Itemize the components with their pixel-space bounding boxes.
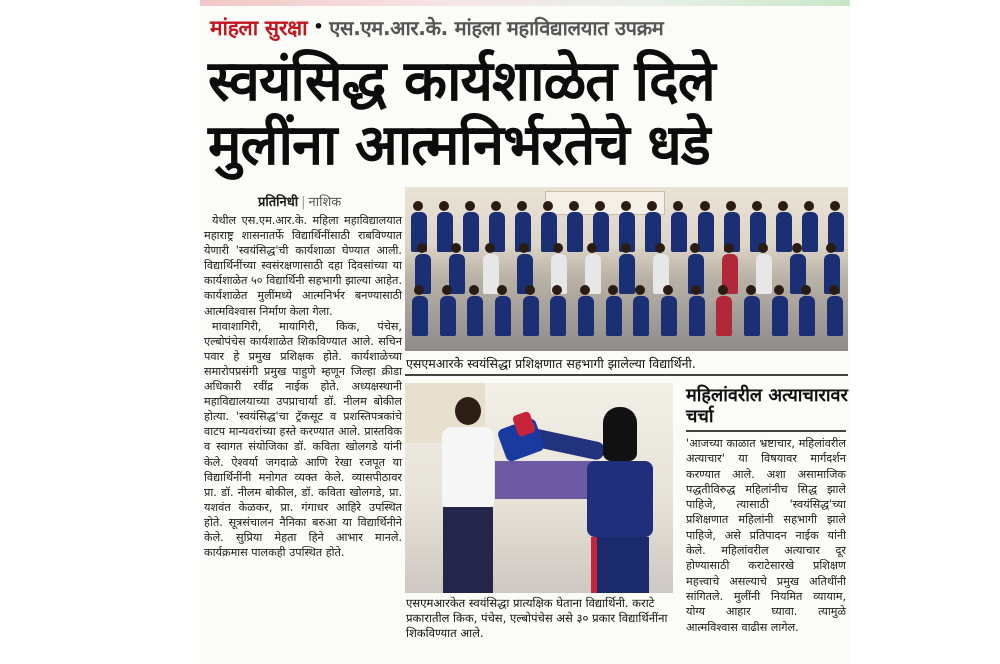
- byline: [258, 192, 341, 210]
- group-photo: [405, 187, 848, 351]
- article-body: [204, 213, 402, 664]
- photo1-caption: एसएमआरकेे स्वयंसिद्धा प्रशिक्षणात सहभागी झालेल्या विद्यार्थिनी.: [406, 356, 696, 371]
- byline-author: प्रतिनिधी: [258, 195, 299, 210]
- top-color-band: [200, 0, 850, 6]
- byline-separator: |: [301, 195, 306, 210]
- sidebar-paragraph: 'आजच्या काळात भ्रष्टाचार, महिलांवरील अत्याचार' या विषयावर मार्गदर्शन करण्यात आले. अशा असामाजिक पद्धतीविरुद्ध महिलांनीच सिद्ध झाले पाहिजे, त्यासाठी 'स्वयंसिद्ध'च्या प्रशिक्षणात महिलांनी सहभागी झाले पाहिजे, असे प्रतिपादन नाईक यांनी केले. महिलांवरील अत्याचार दूर होण्यासाठी कराटेसारखे प्रशिक्षण महत्त्वाचे असल्याचे प्रमुख अतिथींनी सांगितले. मुलींनी नियमित व्यायाम, योग्य आहार घ्यावा. त्यामुळे आत्मविश्वास वाढीस लागेल.: [686, 437, 846, 634]
- kicker-line: [210, 14, 663, 42]
- trainer-figure: [433, 397, 503, 593]
- photo2-caption: एसएमआरकेत स्वयंसिद्धा प्रात्यक्षिक घेताना विद्यार्थिनी. कराटे प्रकारातील किक, पंचेस, एल्बोपंचेस असे ३० प्रकार विद्यार्थिनींना शिकविण्यात आले.: [406, 596, 668, 640]
- sidebar-rule: [686, 430, 846, 432]
- article-paragraph-2: मावाशागिरी, मायागिरी, किक, पंचेस, एल्बोपंचेस कार्यशाळेत शिकविण्यात आले. सचिन पवार हे प्रमुख प्रशिक्षक होते. कार्यशाळेच्या समारोपप्रसंगी प्रमुख पाहुणे म्हणून जिल्हा क्रीडा अधिकारी रवींद्र नाईक होते. अध्यक्षस्थानी महाविद्यालयाच्या उपप्राचार्या डॉ. नीलम बोकील होत्या. 'स्वयंसिद्ध'चा ट्रॅकसूट व प्रशस्तिपत्रकांचे वाटप मान्यवरांच्या हस्ते करण्यात आले. प्रास्तविक व स्वागत संयोजिका डॉ. कविता खोलगडे यांनी केले. ऐश्वर्या जगदाळे आणि रेखा रजपूत या विद्यार्थिनींनी मनोगत व्यक्त केले. व्यासपीठावर प्रा. डॉ. नीलम बोकील, डॉ. कविता खोलगडे, प्रा. यशवंत केळकर, प्रा. गंगाधर आहिरे उपस्थित होते. सूत्रसंचालन नैनिका बरुआ या विद्यार्थिनीने केले. सुप्रिया मेहता हिने आभार मानले. कार्यक्रमास पालकही उपस्थित होते.: [204, 319, 402, 560]
- kicker-section: मांहला सुरक्षा: [210, 16, 308, 40]
- student-figure: [580, 407, 660, 593]
- article-paragraph-1: येथील एस.एम.आर.के. महिला महाविद्यालयात महाराष्ट्र शासनातर्फे विद्यार्थिनींसाठी राबविण्यात येणारी 'स्वयंसिद्ध'ची कार्यशाळा घेण्यात आली. विद्यार्थिनींच्या स्वसंरक्षणासाठी दहा दिवसांच्या या कार्यशाळेत ५० विद्यार्थिनी सहभागी झाल्या आहेत. कार्यशाळेत मुलींमध्ये आत्मनिर्भर बनण्यासाठी आत्मविश्वास निर्माण केला गेला.: [204, 214, 402, 318]
- headline: [208, 50, 848, 178]
- sidebar-title: महिलांवरील अत्याचारावर चर्चा: [686, 385, 848, 427]
- photo-front-row: [405, 285, 848, 336]
- kicker-source: एस.एम.आर.के. मांहला महाविद्यालयात उपक्रम: [329, 16, 664, 40]
- newspaper-clipping: [200, 0, 850, 664]
- byline-place: नाशिक: [308, 195, 342, 210]
- photo1-rule: [405, 374, 848, 376]
- headline-line-1: स्वयंसिद्ध कार्यशाळेत दिले: [208, 49, 715, 114]
- kicker-separator: •: [313, 17, 324, 36]
- sidebar-body: [686, 436, 846, 664]
- headline-line-2: मुलींना आत्मनिर्भरतेचे धडे: [208, 113, 710, 178]
- demonstration-photo: [405, 383, 673, 593]
